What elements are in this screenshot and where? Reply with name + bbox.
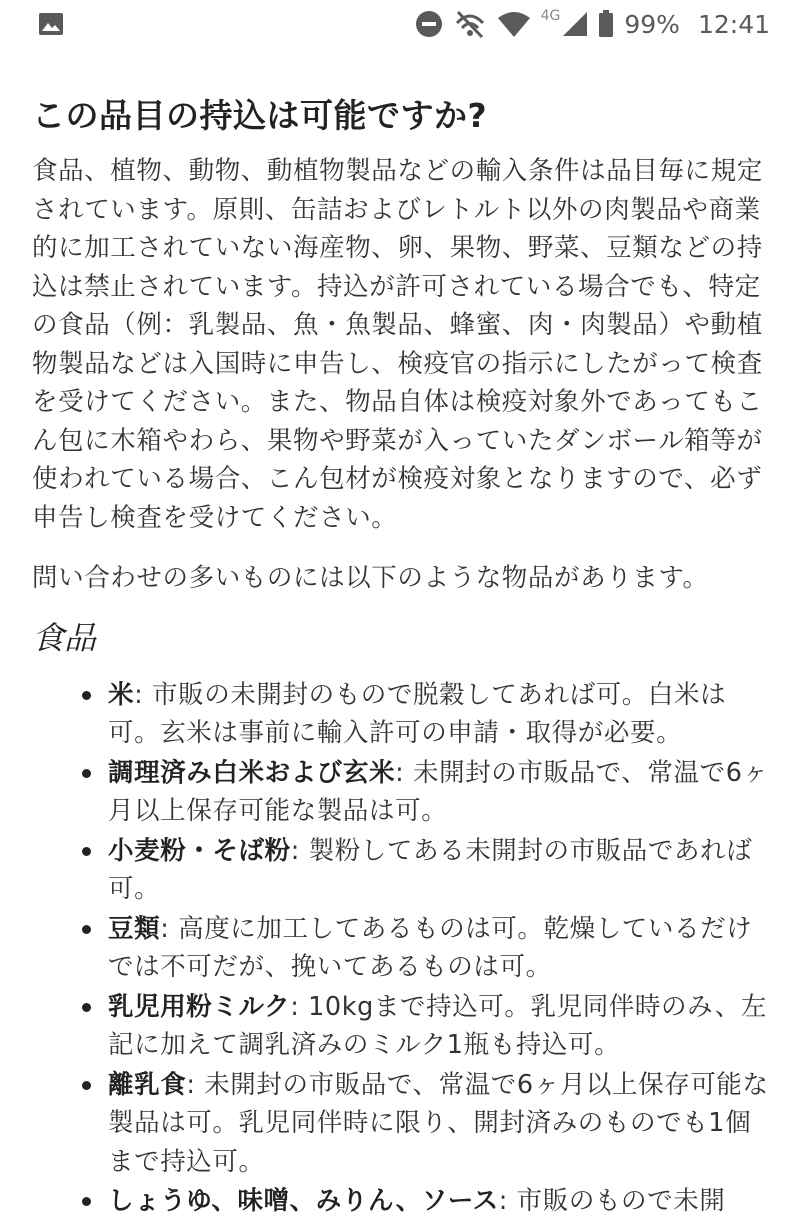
image-icon — [38, 12, 64, 36]
item-term: 乳児用粉ミルク — [108, 991, 291, 1022]
bullet-icon — [82, 1197, 91, 1206]
bullet-icon — [82, 847, 91, 856]
item-desc: : 未開封の市販品で、常温で6ヶ月以上保存可能な製品は可。乳児同伴時に限り、開封済みのものでも1個まで持込可。 — [108, 1069, 769, 1177]
lead-paragraph: 問い合わせの多いものには以下のような物品があります。 — [32, 563, 709, 593]
item-term: しょうゆ、味噌、みりん、ソース — [108, 1186, 499, 1216]
list-item — [108, 910, 772, 987]
item-term: 豆類 — [108, 913, 161, 944]
intro-paragraph: 食品、植物、動物、動植物製品などの輸入条件は品目毎に規定されています。原則、缶詰およびレトルト以外の肉製品や商業的に加工されていない海産物、卵、果物、野菜、豆類などの持込は禁止されています。持込が許可されている場合でも、特定の食品（例：乳製品、魚・魚製品、蜂蜜、肉・肉製品）や動植物製品などは入国時に申告し、検疫官の指示にしたがって検査を受けてください。また、物品自体は検疫対象外であってもこん包に木箱やわら、果物や野菜が入っていたダンボール箱等が使われている場合、こん包材が検疫対象となりますので、必ず申告し検査を受けてください。 — [32, 156, 763, 533]
bullet-icon — [82, 691, 91, 700]
item-term: 小麦粉・そば粉 — [108, 835, 291, 866]
clock: 12:41 — [697, 9, 770, 39]
item-desc: : 製粉してある未開封の市販品であれば可。 — [108, 835, 753, 904]
list-item — [108, 676, 772, 753]
cellular-icon — [562, 11, 588, 37]
wifi-icon — [497, 10, 531, 38]
bullet-icon — [82, 925, 91, 934]
list-item — [108, 754, 772, 831]
dnd-icon — [415, 10, 443, 38]
item-desc: : 高度に加工してあるものは可。乾燥しているだけでは不可だが、挽いてあるものは可。 — [108, 913, 753, 982]
item-desc: : 市販の未開封のもので脱穀してあれば可。白米は可。玄米は事前に輸入許可の申請・取得が必要。 — [108, 679, 727, 748]
article-content — [32, 92, 772, 1222]
battery-icon — [598, 10, 614, 38]
page-title: この品目の持込は可能ですか? — [32, 96, 488, 135]
item-desc: : 10kgまで持込可。乳児同伴時のみ、左記に加えて調乳済みのミルク1瓶も持込可。 — [108, 991, 767, 1060]
network-type: 4G — [540, 8, 561, 24]
status-bar — [0, 0, 800, 48]
food-items-list — [32, 676, 772, 1221]
item-term: 調理済み白米および玄米 — [108, 757, 396, 788]
item-term: 米 — [108, 679, 135, 710]
list-item — [108, 988, 772, 1065]
status-icons — [415, 0, 770, 48]
list-item — [108, 1182, 772, 1221]
bullet-icon — [82, 769, 91, 778]
item-term: 離乳食 — [108, 1069, 187, 1100]
list-item — [108, 1066, 772, 1182]
bullet-icon — [82, 1081, 91, 1090]
list-item — [108, 832, 772, 909]
item-desc: : 未開封の市販品で、常温で6ヶ月以上保存可能な製品は可。 — [108, 757, 769, 826]
battery-level: 99% — [624, 9, 680, 39]
signal-off-icon — [453, 9, 487, 39]
item-desc: : 市販のもので未開 — [498, 1186, 726, 1216]
bullet-icon — [82, 1003, 91, 1012]
section-heading-food: 食品 — [32, 618, 97, 657]
